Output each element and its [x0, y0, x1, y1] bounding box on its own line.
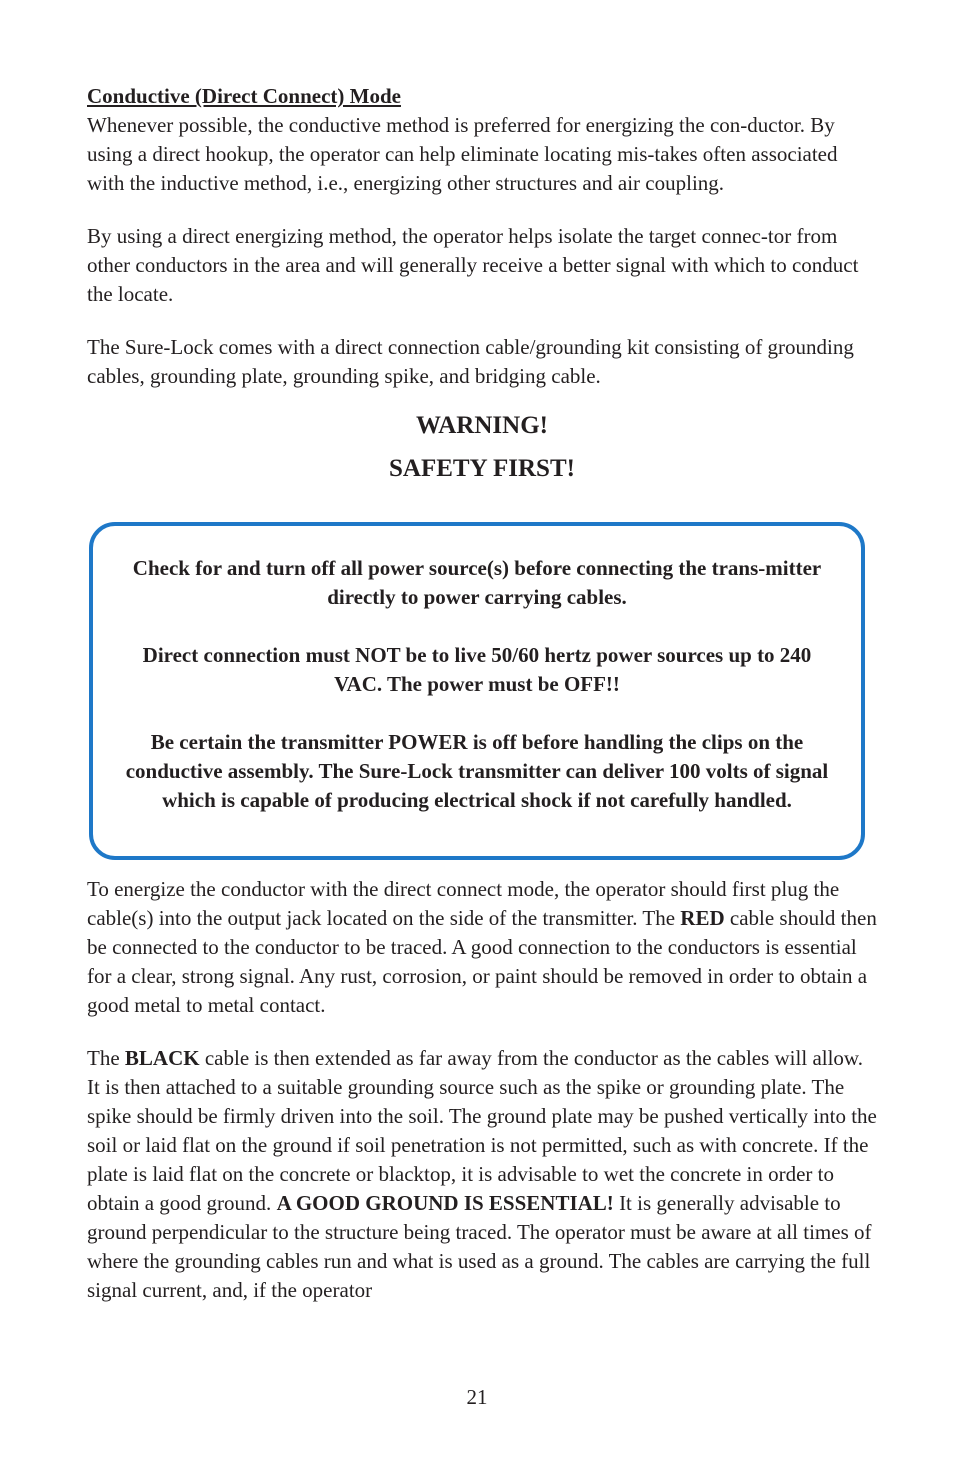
red-cable-label: RED: [680, 906, 725, 930]
intro-paragraph: Whenever possible, the conductive method is preferred for energizing the con-ductor. By using a direct hookup, the operator can help eliminate locating mis-takes often associated with the inductive method, i.e., energizing other structures and air coupling.: [87, 113, 838, 195]
page-body-lower: [87, 875, 877, 1305]
section-heading: Conductive (Direct Connect) Mode: [87, 84, 401, 108]
black-cable-label: BLACK: [124, 1046, 200, 1070]
warning-no-live-connection: Direct connection must NOT be to live 50/60 hertz power sources up to 240 VAC. The power must be OFF!!: [142, 643, 812, 696]
isolation-paragraph: By using a direct energizing method, the operator helps isolate the target connec-tor from other conductors in the area and will generally receive a better signal with which to conduct the locate.: [87, 224, 859, 306]
page-number: 21: [466, 1385, 488, 1409]
safety-first-title: SAFETY FIRST!: [389, 455, 575, 482]
ground-text-b: cable is then extended as far away from the conductor as the cables will allow. It is then attached to a suitable grounding source such as the spike or grounding plate. The spike should be firmly driven into the soil. The ground plate may be pushed vertically into the soil or laid flat on the ground if soil penetration is not permitted, such as with concrete. If the plate is laid flat on the concrete or blacktop, it is advisable to wet the concrete in order to obtain a good ground.: [87, 1046, 877, 1215]
good-ground-emphasis: A GOOD GROUND IS ESSENTIAL!: [276, 1191, 614, 1215]
kit-paragraph: The Sure-Lock comes with a direct connection cable/grounding kit consisting of grounding cables, grounding plate, grounding spike, and bridging cable.: [87, 335, 854, 388]
grounding-paragraph: [87, 1044, 877, 1305]
ground-text-c: It is generally advisable to ground perpendicular to the structure being traced. The operator must be aware at all times of where the grounding cables run and what is used as a ground. The cables are carrying the full signal current, and, if the operator: [87, 1191, 872, 1302]
page-body: [87, 82, 877, 484]
warning-transmitter-power: Be certain the transmitter POWER is off before handling the clips on the conductive assembly. The Sure-Lock transmitter can deliver 100 volts of signal which is capable of producing electrical shock if not carefully handled.: [125, 730, 829, 812]
warning-box: [89, 522, 865, 860]
energize-paragraph: [87, 875, 877, 1020]
energize-text-b: cable should then be connected to the conductor to be traced. A good connection to the conductors is essential for a clear, strong signal. Any rust, corrosion, or paint should be removed in order to obtain a good metal to metal contact.: [87, 906, 877, 1017]
warning-title: WARNING!: [416, 412, 548, 439]
ground-text-a: The: [87, 1046, 125, 1070]
warning-power-off: Check for and turn off all power source(s) before connecting the trans-mitter directly to power carrying cables.: [132, 556, 822, 609]
energize-text-a: To energize the conductor with the direct connect mode, the operator should first plug the cable(s) into the output jack located on the side of the transmitter. The: [87, 877, 840, 930]
